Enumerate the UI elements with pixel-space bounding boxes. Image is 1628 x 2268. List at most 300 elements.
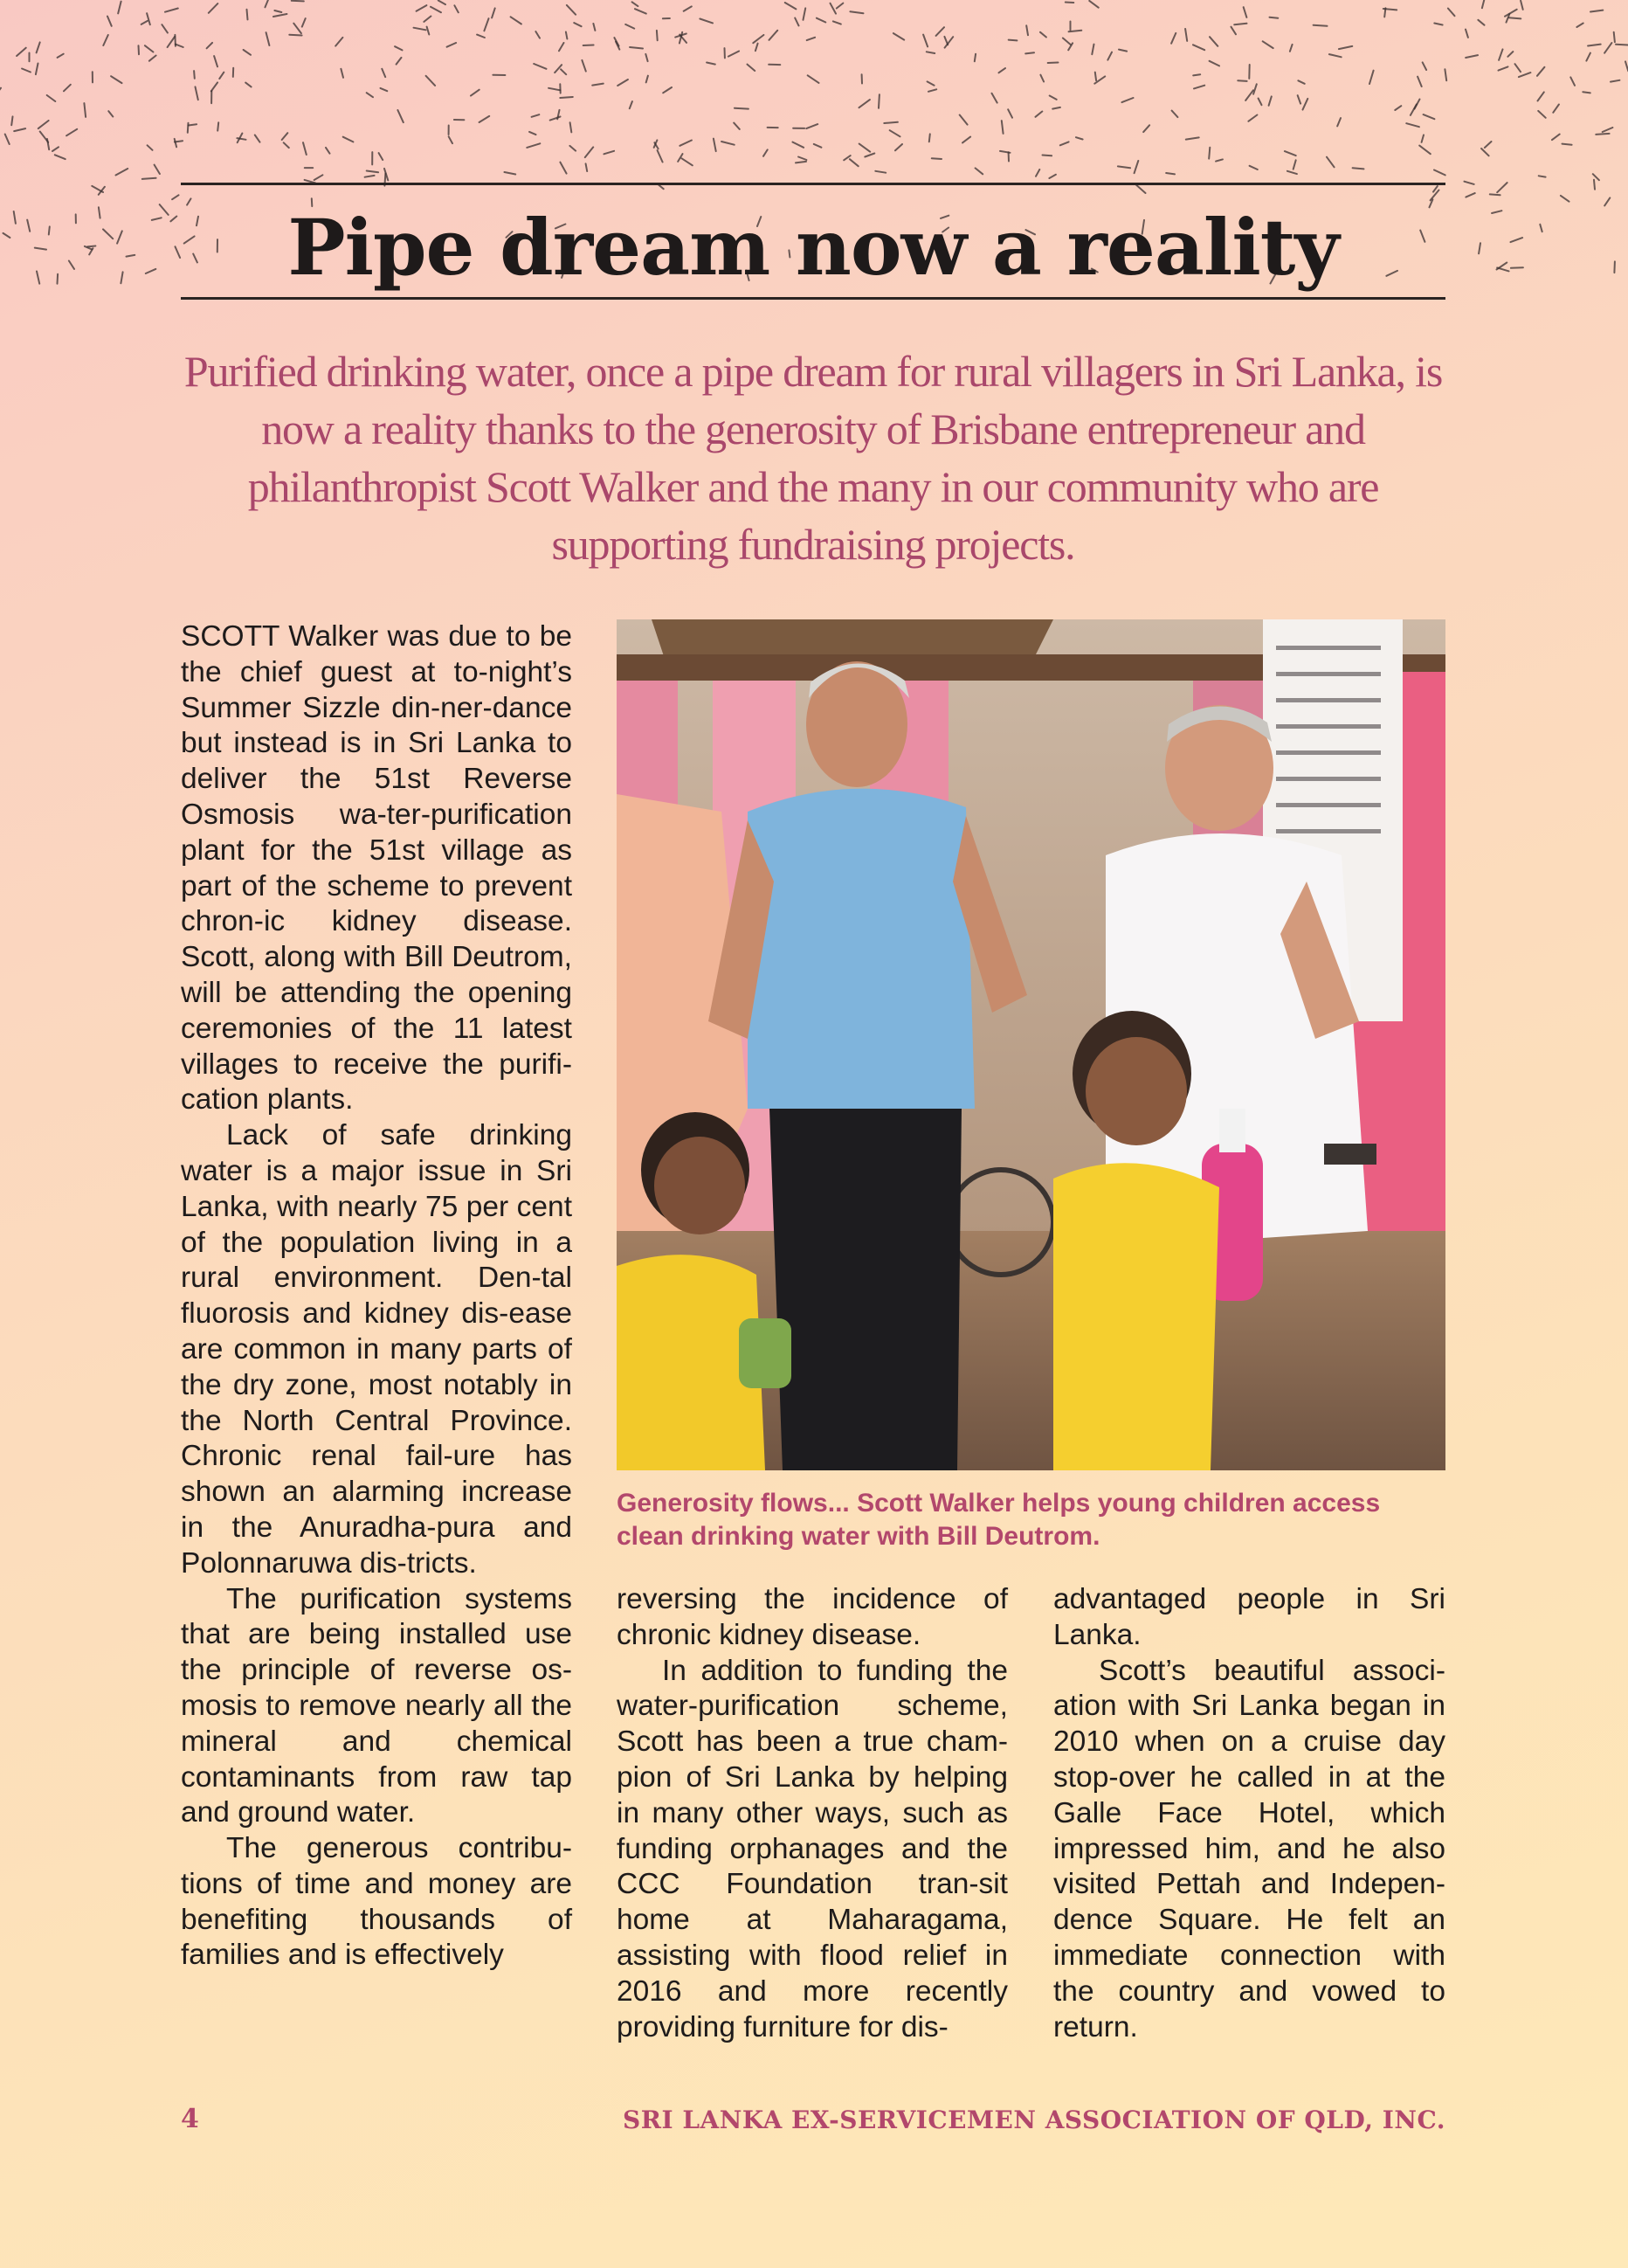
confetti-dash xyxy=(936,27,944,36)
confetti-dash xyxy=(1036,112,1043,117)
confetti-dash xyxy=(5,135,10,145)
confetti-dash xyxy=(38,121,49,128)
confetti-dash xyxy=(49,226,50,234)
confetti-dash xyxy=(1553,105,1559,113)
confetti-dash xyxy=(795,18,798,26)
paragraph: The purification systems that are being installed use the principle of reverse os-mosis to remove nearly all the mineral and chemical contaminants from raw tap and ground water. xyxy=(181,1582,572,1829)
confetti-dash xyxy=(511,17,521,24)
confetti-dash xyxy=(1194,86,1204,89)
confetti-dash xyxy=(1383,9,1397,10)
confetti-dash xyxy=(162,24,168,32)
confetti-dash xyxy=(817,18,825,23)
confetti-dash xyxy=(682,158,693,165)
confetti-dash xyxy=(1418,77,1422,86)
confetti-dash xyxy=(1604,197,1610,205)
confetti-dash xyxy=(529,132,535,135)
confetti-dash xyxy=(244,50,251,55)
confetti-dash xyxy=(175,139,176,147)
confetti-dash xyxy=(884,122,898,123)
confetti-dash xyxy=(1339,46,1352,49)
confetti-dash xyxy=(1253,84,1257,93)
confetti-dash xyxy=(1248,115,1257,121)
confetti-dash xyxy=(284,142,289,148)
confetti-dash xyxy=(1209,148,1210,159)
confetti-dash xyxy=(335,38,342,46)
confetti-dash xyxy=(976,168,983,174)
confetti-dash xyxy=(1171,33,1176,44)
confetti-dash xyxy=(804,8,806,19)
confetti-dash xyxy=(566,32,568,39)
confetti-dash xyxy=(582,60,585,72)
confetti-dash xyxy=(1270,17,1279,18)
confetti-dash xyxy=(714,139,716,152)
confetti-dash xyxy=(833,21,841,24)
confetti-dash xyxy=(1583,92,1590,93)
confetti-dash xyxy=(1186,137,1199,139)
confetti-dash xyxy=(103,35,108,45)
confetti-dash xyxy=(266,0,268,7)
confetti-dash xyxy=(1511,238,1523,242)
confetti-dash xyxy=(165,9,178,12)
confetti-dash xyxy=(1193,74,1200,75)
confetti-dash xyxy=(923,35,928,47)
confetti-dash xyxy=(850,11,863,13)
confetti-dash xyxy=(492,8,495,17)
confetti-dash xyxy=(1089,1,1098,8)
confetti-dash xyxy=(1231,27,1237,35)
confetti-dash xyxy=(1538,111,1546,118)
confetti-dash xyxy=(160,204,169,215)
paragraph: Lack of safe drinking water is a major issue in Sri Lanka, with nearly 75 per cent of the population living in a rural environment. Den-tal fluorosis and kidney dis-ease are common in many parts of the dry zone, most notably in the North Central Province. Chronic renal fail-ure has shown an alarming increase in the Anuradha-pura and Polonnaruwa dis-tricts. xyxy=(181,1119,572,1580)
confetti-dash xyxy=(806,124,817,128)
confetti-dash xyxy=(1562,144,1572,145)
confetti-dash xyxy=(570,122,572,132)
confetti-dash xyxy=(395,46,402,50)
confetti-dash xyxy=(735,108,748,109)
confetti-dash xyxy=(172,195,178,199)
confetti-dash xyxy=(560,162,566,174)
confetti-dash xyxy=(209,3,218,13)
confetti-dash xyxy=(1040,75,1044,82)
confetti-dash xyxy=(1052,107,1060,109)
confetti-dash xyxy=(343,137,354,142)
confetti-dash xyxy=(755,44,758,52)
confetti-dash xyxy=(1596,134,1609,135)
confetti-dash xyxy=(1290,45,1293,52)
confetti-dash xyxy=(247,10,248,20)
confetti-dash xyxy=(1107,52,1112,60)
confetti-dash xyxy=(1092,45,1093,55)
confetti-dash xyxy=(141,21,148,24)
confetti-dash xyxy=(37,42,40,52)
confetti-dash xyxy=(146,269,156,273)
confetti-dash xyxy=(604,151,614,155)
confetti-dash xyxy=(427,27,430,35)
paragraph: advantaged people in Sri Lanka. xyxy=(1053,1583,1445,1651)
confetti-dash xyxy=(1293,160,1296,169)
confetti-dash xyxy=(217,122,218,130)
confetti-dash xyxy=(808,75,819,83)
confetti-dash xyxy=(798,157,806,161)
confetti-dash xyxy=(1122,98,1134,102)
confetti-dash xyxy=(1327,157,1335,168)
confetti-dash xyxy=(314,175,323,180)
confetti-dash xyxy=(417,5,427,11)
confetti-dash xyxy=(176,246,181,258)
confetti-dash xyxy=(1009,40,1018,41)
confetti-dash xyxy=(753,35,763,43)
confetti-dash xyxy=(303,142,307,155)
confetti-dash xyxy=(586,163,588,171)
confetti-dash xyxy=(147,13,150,24)
confetti-dash xyxy=(121,272,122,283)
article-column-2 xyxy=(617,1582,1008,2045)
confetti-dash xyxy=(1466,193,1474,197)
article-title: Pipe dream now a reality xyxy=(287,202,1339,293)
confetti-dash xyxy=(27,220,30,232)
confetti-dash xyxy=(152,218,162,220)
confetti-dash xyxy=(1423,62,1426,70)
confetti-dash xyxy=(1263,41,1273,48)
confetti-dash xyxy=(92,186,103,192)
confetti-dash xyxy=(592,84,604,86)
confetti-dash xyxy=(1298,95,1300,103)
confetti-dash xyxy=(785,3,797,9)
confetti-dash xyxy=(721,142,735,145)
confetti-dash xyxy=(1269,96,1272,105)
confetti-dash xyxy=(1552,135,1560,141)
confetti-dash xyxy=(1136,184,1146,193)
confetti-dash xyxy=(424,17,431,22)
confetti-dash xyxy=(1303,99,1308,110)
confetti-dash xyxy=(64,85,71,92)
confetti-dash xyxy=(550,117,561,121)
confetti-dash xyxy=(630,101,632,108)
confetti-dash xyxy=(55,155,66,159)
confetti-dash xyxy=(111,76,121,83)
paragraph: The generous contribu-tions of time and money are benefiting thousands of families and is effectively xyxy=(181,1832,572,1972)
confetti-dash xyxy=(893,33,904,40)
confetti-dash xyxy=(734,123,740,129)
confetti-dash xyxy=(365,176,375,177)
confetti-dash xyxy=(1499,49,1502,59)
confetti-dash xyxy=(1485,142,1492,148)
confetti-dash xyxy=(1314,25,1328,26)
confetti-dash xyxy=(1337,118,1341,126)
confetti-dash xyxy=(1594,180,1595,190)
confetti-dash xyxy=(831,3,837,14)
confetti-dash xyxy=(1210,61,1219,66)
article-photo xyxy=(617,619,1445,1470)
confetti-dash xyxy=(379,153,383,160)
confetti-dash xyxy=(471,90,479,96)
confetti-dash xyxy=(1515,64,1521,72)
confetti-dash xyxy=(684,6,692,10)
confetti-dash xyxy=(1040,32,1046,38)
confetti-dash xyxy=(367,171,378,173)
confetti-dash xyxy=(646,76,648,83)
title-bottom-rule xyxy=(181,297,1445,300)
confetti-dash xyxy=(879,94,880,108)
confetti-dash xyxy=(1611,80,1619,82)
paragraph: reversing the incidence of chronic kidney disease. xyxy=(617,1583,1008,1651)
confetti-dash xyxy=(1479,243,1480,253)
confetti-dash xyxy=(142,178,156,179)
confetti-dash xyxy=(1586,53,1590,61)
confetti-dash xyxy=(962,137,970,143)
confetti-dash xyxy=(1603,128,1613,132)
confetti-dash xyxy=(1063,38,1071,45)
confetti-dash xyxy=(928,81,935,85)
confetti-dash xyxy=(219,73,224,79)
confetti-dash xyxy=(1448,9,1455,17)
confetti-dash xyxy=(617,80,628,86)
confetti-dash xyxy=(282,133,288,140)
confetti-dash xyxy=(196,86,198,100)
confetti-dash xyxy=(1570,77,1575,85)
confetti-dash xyxy=(1614,261,1615,273)
confetti-dash xyxy=(728,52,739,57)
confetti-dash xyxy=(1060,142,1069,145)
confetti-dash xyxy=(293,24,301,33)
confetti-dash xyxy=(1540,225,1542,232)
confetti-dash xyxy=(859,144,871,152)
confetti-dash xyxy=(1433,186,1438,192)
confetti-dash xyxy=(890,130,900,136)
confetti-dash xyxy=(707,63,715,65)
confetti-dash xyxy=(1166,173,1175,174)
confetti-dash xyxy=(1135,161,1139,173)
confetti-dash xyxy=(793,142,804,148)
confetti-dash xyxy=(189,124,197,125)
confetti-dash xyxy=(1049,175,1056,178)
confetti-dash xyxy=(292,1,304,2)
confetti-dash xyxy=(168,37,175,47)
confetti-dash xyxy=(559,43,564,51)
confetti-dash xyxy=(748,65,755,71)
confetti-dash xyxy=(214,56,217,66)
confetti-dash xyxy=(1076,137,1083,139)
confetti-dash xyxy=(149,56,156,61)
confetti-dash xyxy=(326,148,330,154)
confetti-dash xyxy=(769,31,778,40)
confetti-dash xyxy=(1008,109,1012,117)
confetti-dash xyxy=(1505,10,1517,17)
confetti-dash xyxy=(1481,149,1489,156)
confetti-dash xyxy=(1434,24,1442,25)
confetti-dash xyxy=(1210,37,1218,46)
confetti-dash xyxy=(14,211,16,224)
confetti-dash xyxy=(527,143,540,148)
confetti-dash xyxy=(932,158,942,159)
confetti-dash xyxy=(266,32,270,45)
confetti-dash xyxy=(865,154,874,157)
confetti-dash xyxy=(438,1,445,5)
confetti-dash xyxy=(367,93,373,97)
confetti-dash xyxy=(875,171,886,173)
article-column-3 xyxy=(1053,1582,1445,2045)
confetti-dash xyxy=(211,82,217,91)
confetti-dash xyxy=(255,135,260,142)
confetti-dash xyxy=(859,100,870,107)
confetti-dash xyxy=(431,7,441,12)
confetti-dash xyxy=(58,274,59,284)
confetti-dash xyxy=(1395,106,1401,110)
confetti-dash xyxy=(127,255,135,257)
confetti-dash xyxy=(960,115,968,125)
confetti-dash xyxy=(763,149,768,156)
confetti-dash xyxy=(1499,66,1508,70)
confetti-dash xyxy=(535,31,540,38)
confetti-dash xyxy=(1048,63,1059,64)
confetti-dash xyxy=(1185,29,1187,41)
confetti-dash xyxy=(274,10,281,12)
confetti-dash xyxy=(1511,267,1523,268)
confetti-dash xyxy=(397,58,402,65)
confetti-dash xyxy=(1143,125,1149,132)
confetti-dash xyxy=(1466,55,1478,58)
confetti-dash xyxy=(0,88,1,96)
confetti-dash xyxy=(3,233,10,238)
confetti-dash xyxy=(17,48,26,56)
confetti-dash xyxy=(807,38,815,40)
confetti-dash xyxy=(635,9,646,13)
confetti-dash xyxy=(426,76,436,86)
confetti-dash xyxy=(1026,25,1028,35)
confetti-dash xyxy=(1411,104,1417,114)
confetti-dash xyxy=(1614,32,1615,43)
confetti-dash xyxy=(1538,92,1544,100)
confetti-dash xyxy=(382,69,385,77)
confetti-dash xyxy=(663,87,672,93)
confetti-dash xyxy=(175,35,176,46)
confetti-dash xyxy=(1478,20,1484,25)
confetti-dash xyxy=(66,129,77,136)
confetti-dash xyxy=(1244,7,1247,17)
confetti-dash xyxy=(532,114,540,117)
confetti-dash xyxy=(1492,211,1501,213)
confetti-dash xyxy=(155,165,160,174)
confetti-dash xyxy=(625,24,634,29)
confetti-dash xyxy=(1259,99,1262,106)
confetti-dash xyxy=(118,2,121,14)
confetti-dash xyxy=(273,14,286,17)
confetti-dash xyxy=(397,110,403,122)
confetti-dash xyxy=(1172,111,1178,118)
confetti-dash xyxy=(929,134,930,142)
confetti-dash xyxy=(1250,166,1258,169)
paragraph: SCOTT Walker was due to be the chief guest at to-night’s Summer Sizzle din-ner-dance but instead is in Sri Lanka to deliver the 51st Reverse Osmosis wa-ter-purification plant for the 51st village as part of the scheme to prevent chron-ic kidney disease. Scott, along with Bill Deutrom, will be attending the opening ceremonies of the 11 latest villages to receive the purifi-cation plants. xyxy=(181,620,572,1117)
confetti-dash xyxy=(99,207,100,218)
confetti-dash xyxy=(1576,24,1583,28)
confetti-dash xyxy=(1245,90,1253,100)
confetti-dash xyxy=(245,83,251,87)
confetti-dash xyxy=(593,24,595,31)
photo-caption: Generosity flows... Scott Walker helps young children access clean drinking water with Bill Deutrom. xyxy=(617,1489,1381,1551)
confetti-dash xyxy=(302,18,306,27)
confetti-dash xyxy=(289,35,301,36)
confetti-dash xyxy=(69,261,74,269)
confetti-dash xyxy=(35,248,46,250)
confetti-dash xyxy=(87,246,95,247)
confetti-dash xyxy=(630,47,643,49)
confetti-dash xyxy=(1369,71,1374,84)
article-column-1 xyxy=(181,619,572,1974)
confetti-dash xyxy=(37,272,39,284)
confetti-dash xyxy=(561,69,566,74)
confetti-dash xyxy=(1588,45,1601,46)
confetti-dash xyxy=(414,28,426,31)
confetti-dash xyxy=(176,45,183,47)
title-top-rule xyxy=(181,183,1445,185)
confetti-dash xyxy=(47,95,56,101)
confetti-dash xyxy=(657,31,658,40)
confetti-dash xyxy=(107,17,112,26)
confetti-dash xyxy=(145,45,154,52)
confetti-dash xyxy=(381,88,388,91)
confetti-dash xyxy=(574,23,581,26)
confetti-dash xyxy=(188,123,189,133)
confetti-dash xyxy=(700,19,713,24)
article-standfirst: Purified drinking water, once a pipe dream for rural villagers in Sri Lanka, is now a reality thanks to the generosity of Brisbane entrepreneur and philanthropist Scott Walker and the many in our community who are supporting fundraising projects. xyxy=(183,347,1443,569)
confetti-dash xyxy=(1590,10,1603,12)
confetti-dash xyxy=(1482,0,1484,8)
confetti-dash xyxy=(534,64,546,69)
confetti-dash xyxy=(1509,17,1521,18)
photo-illustration xyxy=(617,619,1445,1470)
confetti-dash xyxy=(22,69,31,73)
paragraph: Scott’s beautiful associ-ation with Sri Lanka began in 2010 when on a cruise day stop-over he called in at the Galle Face Hotel, which impressed him, and he also visited Pettah and Indepen-dence Square. He felt an immediate connection with the country and vowed to return. xyxy=(1053,1654,1445,2043)
confetti-dash xyxy=(52,147,59,151)
confetti-dash xyxy=(14,128,25,131)
confetti-dash xyxy=(1287,171,1297,174)
confetti-dash xyxy=(1036,169,1039,176)
confetti-dash xyxy=(36,64,38,75)
confetti-dash xyxy=(992,93,997,103)
confetti-dash xyxy=(1353,168,1364,169)
confetti-dash xyxy=(1537,67,1544,76)
confetti-dash xyxy=(999,68,1006,73)
confetti-dash xyxy=(1329,54,1342,57)
confetti-dash xyxy=(505,172,516,175)
confetti-dash xyxy=(175,141,183,142)
confetti-dash xyxy=(569,146,576,151)
confetti-dash xyxy=(1118,166,1130,168)
confetti-dash xyxy=(1424,114,1435,119)
confetti-dash xyxy=(1490,194,1500,195)
confetti-dash xyxy=(632,2,638,6)
confetti-dash xyxy=(837,3,844,9)
confetti-dash xyxy=(484,18,488,31)
confetti-dash xyxy=(1002,121,1004,134)
confetti-dash xyxy=(103,229,113,239)
confetti-dash xyxy=(1466,30,1468,38)
confetti-dash xyxy=(1507,52,1513,57)
confetti-dash xyxy=(1025,52,1034,53)
confetti-dash xyxy=(975,54,976,62)
confetti-dash xyxy=(1285,151,1296,156)
confetti-dash xyxy=(1519,73,1531,77)
confetti-dash xyxy=(658,150,663,162)
confetti-dash xyxy=(139,45,140,54)
paragraph: In addition to funding the water-purification scheme, Scott has been a true cham-pion of Sri Lanka by helping in many other ways, such as funding orphanages and the CCC Foundation tran-sit home at Maharagama, assisting with flood relief in 2016 and more recently providing furniture for dis- xyxy=(617,1654,1008,2043)
confetti-dash xyxy=(116,169,128,176)
confetti-dash xyxy=(40,132,49,142)
confetti-dash xyxy=(108,111,113,116)
confetti-dash xyxy=(1422,135,1424,142)
confetti-dash xyxy=(84,103,86,117)
confetti-dash xyxy=(1406,123,1419,127)
